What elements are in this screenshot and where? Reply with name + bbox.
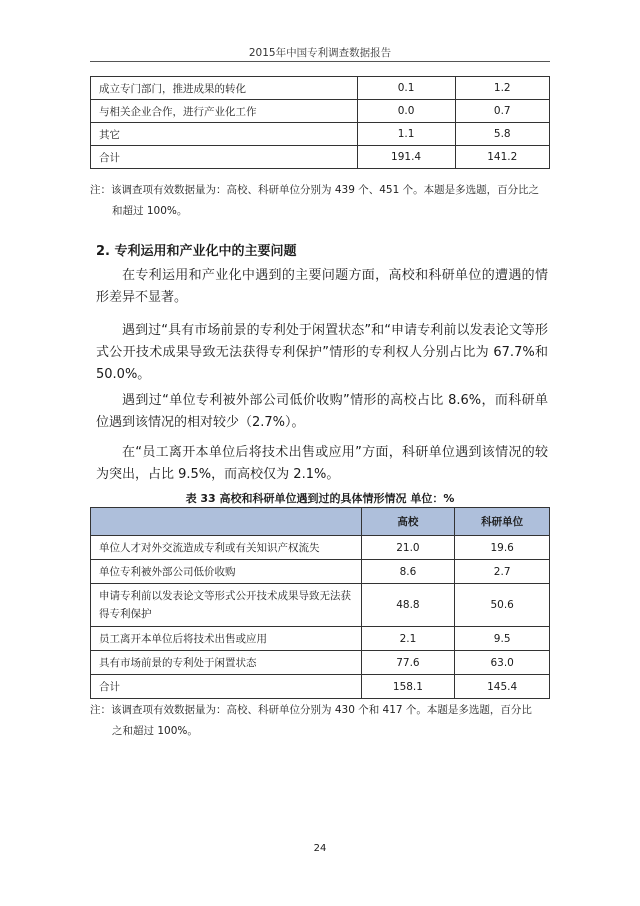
university-value: 77.6	[361, 651, 455, 675]
row-label: 与相关企业合作，进行产业化工作	[91, 100, 358, 123]
row-label: 单位专利被外部公司低价收购	[91, 560, 362, 584]
university-value: 0.0	[357, 100, 455, 123]
institute-value: 145.4	[455, 675, 550, 699]
table-row-total	[91, 675, 550, 699]
university-value: 2.1	[361, 627, 455, 651]
institute-value: 5.8	[455, 123, 549, 146]
institute-value: 9.5	[455, 627, 550, 651]
table-row	[91, 100, 550, 123]
paragraph: 在专利运用和产业化中遇到的主要问题方面，高校和科研单位的遭遇的情形差异不显著。	[96, 268, 548, 305]
university-value: 21.0	[361, 536, 455, 560]
table-row-total	[91, 146, 550, 169]
table-row	[91, 651, 550, 675]
table-row	[91, 584, 550, 627]
row-label: 申请专利前以发表论文等形式公开技术成果导致无法获得专利保护	[91, 584, 362, 627]
table-header-row	[91, 508, 550, 536]
page-header-title: 2015年中国专利调查数据报告	[248, 47, 392, 59]
row-label: 员工离开本单位后将技术出售或应用	[91, 627, 362, 651]
institute-value: 0.7	[455, 100, 549, 123]
university-value: 1.1	[357, 123, 455, 146]
university-value: 158.1	[361, 675, 455, 699]
paragraph: 在“员工离开本单位后将技术出售或应用”方面，科研单位遇到该情况的较为突出，占比 9.5%，而高校仅为 2.1%。	[96, 445, 548, 482]
header-university: 高校	[361, 508, 455, 536]
row-label: 合计	[91, 146, 358, 169]
table-row	[91, 560, 550, 584]
header-blank	[91, 508, 362, 536]
section-heading: 2. 专利运用和产业化中的主要问题	[96, 244, 297, 259]
page-number: 24	[313, 843, 327, 854]
table-row	[91, 77, 550, 100]
note-line: 之和超过 100%。	[112, 725, 198, 737]
note-line: 注：该调查项有效数据量为：高校、科研单位分别为 439 个、451 个。本题是多选题，百分比之	[90, 184, 540, 196]
institute-value: 141.2	[455, 146, 549, 169]
row-label: 其它	[91, 123, 358, 146]
table-row	[91, 123, 550, 146]
university-value: 8.6	[361, 560, 455, 584]
university-value: 191.4	[357, 146, 455, 169]
institute-value: 1.2	[455, 77, 549, 100]
university-value: 0.1	[357, 77, 455, 100]
row-label: 合计	[91, 675, 362, 699]
row-label: 单位人才对外交流造成专利或有关知识产权流失	[91, 536, 362, 560]
institute-value: 63.0	[455, 651, 550, 675]
institute-value: 2.7	[455, 560, 550, 584]
paragraph: 遇到过“具有市场前景的专利处于闲置状态”和“申请专利前以发表论文等形式公开技术成果导致无法获得专利保护”情形的专利权人分别占比为 67.7%和 50.0%。	[96, 323, 548, 382]
table-note	[90, 180, 550, 222]
paragraph: 遇到过“单位专利被外部公司低价收购”情形的高校占比 8.6%，而科研单位遇到该情况的相对较少（2.7%）。	[96, 393, 548, 430]
header-divider	[90, 61, 550, 62]
header-institute: 科研单位	[455, 508, 550, 536]
table-row	[91, 536, 550, 560]
table-note	[90, 700, 550, 742]
university-value: 48.8	[361, 584, 455, 627]
row-label: 具有市场前景的专利处于闲置状态	[91, 651, 362, 675]
note-line: 注：该调查项有效数据量为：高校、科研单位分别为 430 个和 417 个。本题是多选题，百分比	[90, 704, 532, 716]
table-33	[90, 507, 550, 699]
institute-value: 50.6	[455, 584, 550, 627]
table-row	[91, 627, 550, 651]
institute-value: 19.6	[455, 536, 550, 560]
note-line: 和超过 100%。	[112, 205, 188, 217]
table-continued	[90, 76, 550, 169]
table-caption: 表 33 高校和科研单位遇到过的具体情形情况 单位：%	[185, 492, 455, 505]
row-label: 成立专门部门，推进成果的转化	[91, 77, 358, 100]
